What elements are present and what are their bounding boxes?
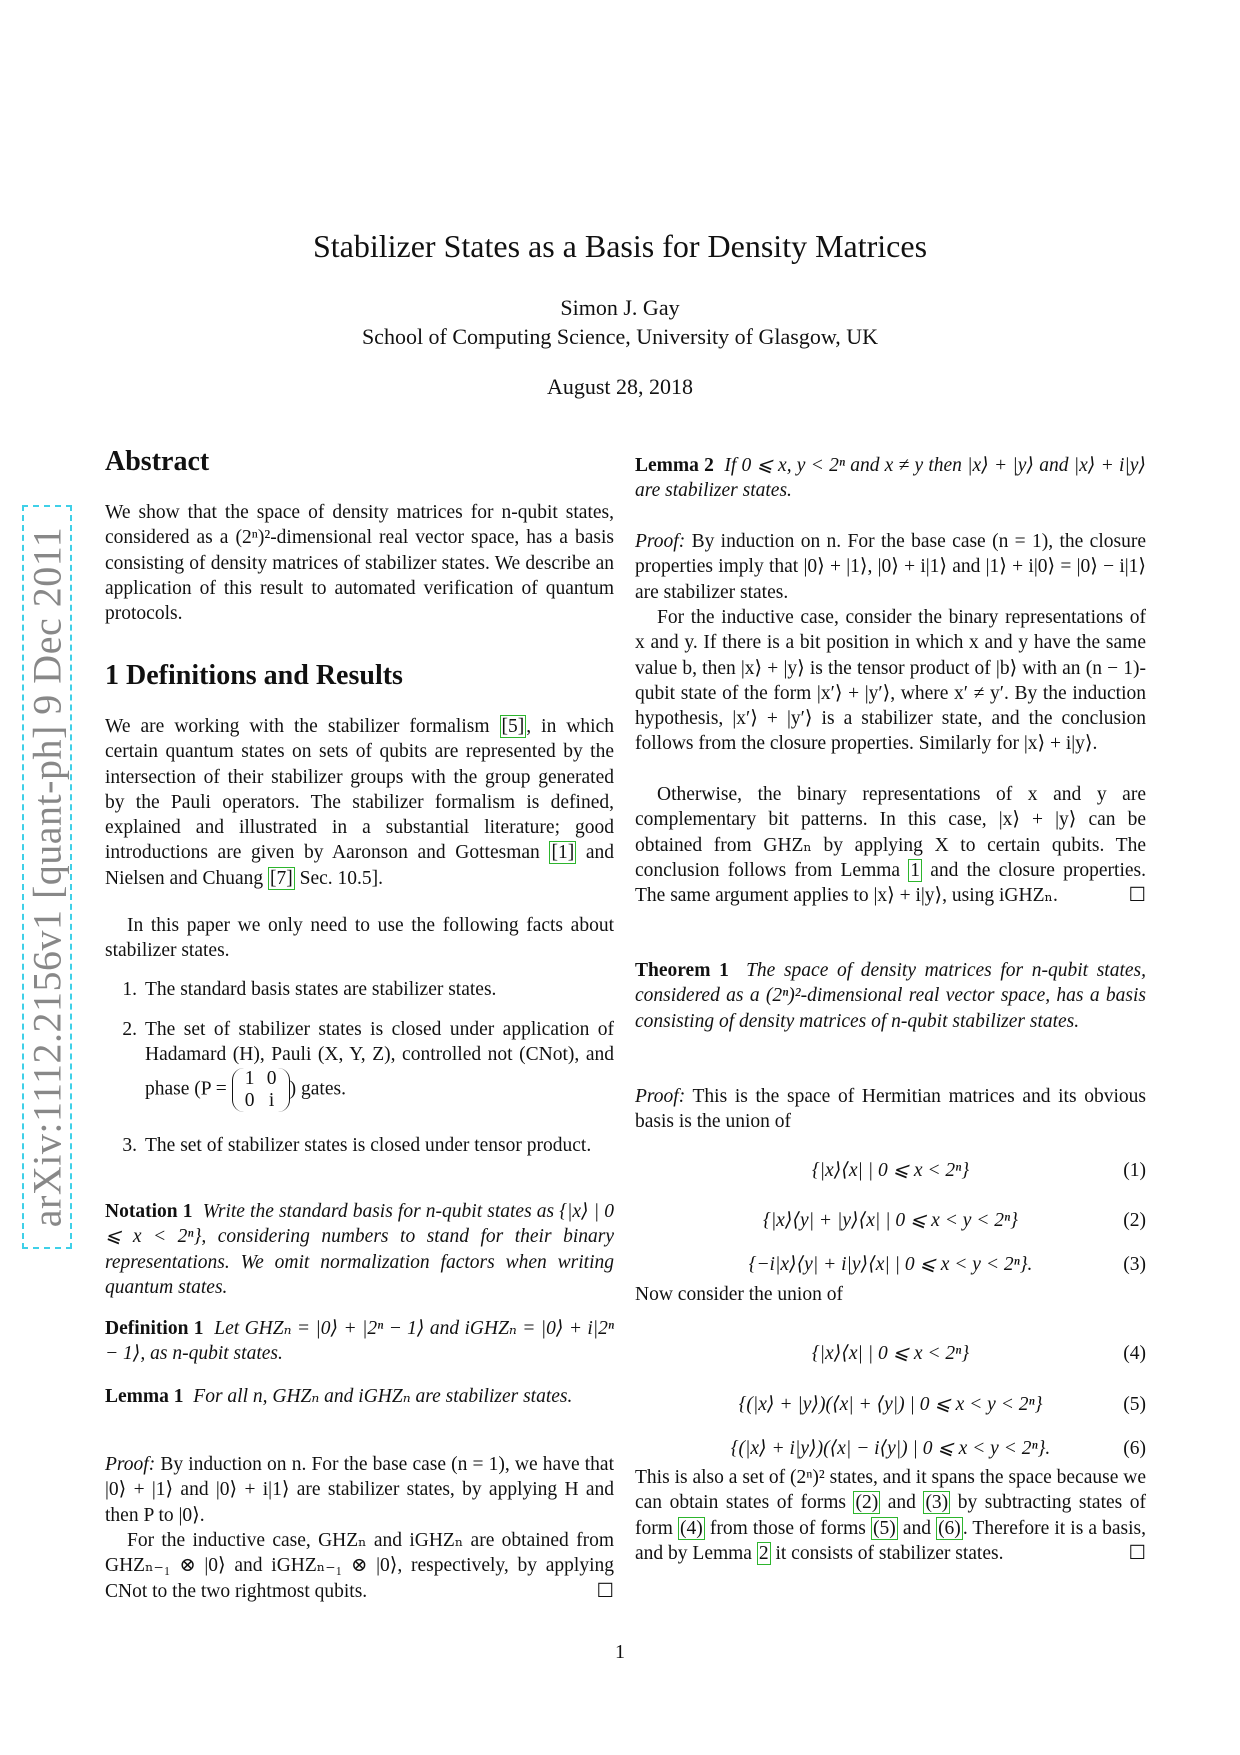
intro-paragraph: We are working with the stabilizer formalism [5] , in which certain quantum states on sets of qubits are represented by the intersection of their stabilizer groups with the group generated by the Pauli operators. The stabilizer formalism is defined, explained and illustrated in a substantial literature; good introductions are given by Aaronson and Gottesman [1] and Nielsen and Chuang [7] Sec. 10.5]. <box>105 716 615 889</box>
paper-title: Stabilizer States as a Basis for Density Matrices <box>312 228 928 264</box>
citation-link[interactable]: [5] <box>501 716 525 737</box>
section-heading: 1 Definitions and Results <box>105 660 403 691</box>
proof-lemma-1-inductive: For the inductive case, GHZₙ and iGHZₙ are obtained from GHZₙ₋₁ ⊗ |0⟩ and iGHZₙ₋₁ ⊗ |0⟩, respectively, by applying CNot to the two rightmost qubits. ☐ <box>105 1528 614 1604</box>
arxiv-identifier-stamp <box>22 505 72 1249</box>
definition-1: Definition 1 Let GHZₙ = |0⟩ + |2ⁿ − 1⟩ and iGHZₙ = |0⟩ + i|2ⁿ − 1⟩, as n-qubit states. <box>105 1318 615 1365</box>
proof-lemma-2: Proof: By induction on n. For the base case (n = 1), the closure properties imply that |0⟩ + |1⟩, |0⟩ + i|1⟩ and |1⟩ + i|0⟩ = |0⟩ − i|1⟩ are stabilizer states. <box>635 531 1146 603</box>
phase-matrix: 1 0 0 i <box>232 1068 290 1112</box>
lemma-link[interactable]: 2 <box>758 1542 769 1564</box>
author: Simon J. Gay <box>560 295 680 320</box>
lemma-2: Lemma 2 If 0 ⩽ x, y < 2ⁿ and x ≠ y then |x⟩ + |y⟩ and |x⟩ + i|y⟩ are stabilizer states. <box>635 455 1147 502</box>
arxiv-label: arXiv:1112.2156v1 [quant-ph] 9 Dec 2011 <box>24 526 70 1228</box>
citation-link[interactable]: [1] <box>551 842 575 864</box>
proof-theorem-1: Proof: This is the space of Hermitian matrices and its obvious basis is the union of <box>635 1086 1146 1133</box>
abstract-text: We show that the space of density matrices for n-qubit states, considered as a (2ⁿ)²-dimensional real vector space, has a basis consisting of density matrices of stabilizer states. We describe an application of this result to automated verification of quantum protocols. <box>105 502 614 625</box>
equation-link[interactable]: (5) <box>872 1517 896 1539</box>
affiliation: School of Computing Science, University of Glasgow, UK <box>361 324 879 349</box>
equation-link[interactable]: (3) <box>925 1492 949 1514</box>
page-number: 1 <box>615 1641 625 1663</box>
union-intro: Now consider the union of <box>635 1284 843 1305</box>
lemma-link[interactable]: 1 <box>910 859 921 881</box>
qed-symbol: ☐ <box>1128 1542 1146 1564</box>
date: August 28, 2018 <box>546 374 694 399</box>
lemma-1: Lemma 1 For all n, GHZₙ and iGHZₙ are stabilizer states. <box>105 1386 573 1407</box>
equation-link[interactable]: (4) <box>680 1517 703 1539</box>
notation-1: Notation 1 Write the standard basis for n-qubit states as {|x⟩ | 0 ⩽ x < 2ⁿ}, considering numbers to stand for their binary representations. We omit normalization factors when writing quantum states. <box>105 1201 614 1298</box>
list-item: 1. The standard basis states are stabilizer states. <box>122 979 497 1000</box>
proof-lemma-2-otherwise: Otherwise, the binary representations of x and y are complementary bit patterns. In this case, |x⟩ + |y⟩ can be obtained from GHZₙ by applying X to certain qubits. The conclusion follows from Lemma 1 and the closure properties. The same argument applies to |x⟩ + i|y⟩, using iGHZₙ. ☐ <box>635 782 1146 908</box>
citation-link[interactable]: [7] <box>270 867 293 889</box>
proof-lemma-1: Proof: By induction on n. For the base case (n = 1), we have that |0⟩ + |1⟩ and |0⟩ + i|1⟩ are stabilizer states, by applying H and then P to |0⟩. <box>105 1454 615 1526</box>
proof-lemma-2-inductive: For the inductive case, consider the binary representations of x and y. If there is a bit position in which x and y have the same value b, then |x⟩ + |y⟩ is the tensor product of |b⟩ with an (n − 1)-qubit state of the form |x′⟩ + |y′⟩, where x′ ≠ y′. By the induction hypothesis, |x′⟩ + |y′⟩ is a stabilizer state, and the conclusion follows from the closure properties. Similarly for |x⟩ + i|y⟩. <box>635 607 1146 755</box>
list-item: 2. The set of stabilizer states is closed under application of Hadamard (H), Pauli (X, Y, Z), controlled not (CNot), and phase (P = 1 0 0 i) gates. <box>122 1019 614 1111</box>
equation-link[interactable]: (6) <box>938 1517 961 1539</box>
equation-link[interactable]: (2) <box>855 1492 879 1514</box>
theorem-1: Theorem 1 The space of density matrices for n-qubit states, considered as a (2ⁿ)²-dimensional real vector space, has a basis consisting of density matrices of n-qubit stabilizer states. <box>635 960 1146 1032</box>
qed-symbol: ☐ <box>596 1580 614 1602</box>
qed-symbol: ☐ <box>1128 885 1146 907</box>
list-item: 3. The set of stabilizer states is closed under tensor product. <box>122 1135 592 1156</box>
abstract-heading: Abstract <box>105 446 210 477</box>
proof-conclusion: This is also a set of (2ⁿ)² states, and it spans the space because we can obtain states of forms (2) and (3) by subtracting states of form (4) from those of forms (5) and (6) . Therefore it is a basis, and by Lemma 2 it consists of stabilizer states. ☐ <box>635 1465 1146 1566</box>
facts-intro: In this paper we only need to use the following facts about stabilizer states. <box>105 915 614 962</box>
